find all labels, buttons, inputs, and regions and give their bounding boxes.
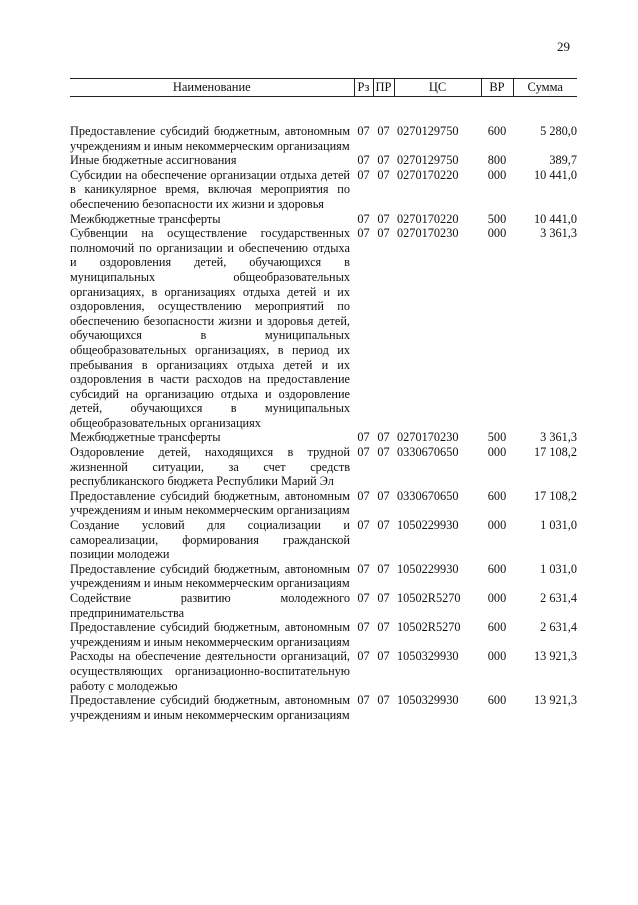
cell-vr: 600 xyxy=(487,620,507,635)
cell-pr: 07 xyxy=(377,124,390,138)
cell-vr: 000 xyxy=(487,649,507,664)
table-row xyxy=(70,153,577,168)
cell-rz: 07 xyxy=(357,620,370,635)
table-row xyxy=(70,693,577,722)
cell-cs: 10502R5270 xyxy=(397,620,461,635)
cell-vr: 000 xyxy=(487,226,507,241)
cell-sum: 3 361,3 xyxy=(540,430,577,445)
cell-cs: 1050329930 xyxy=(397,649,459,664)
cell-pr: 07 xyxy=(377,167,390,182)
cell-rz: 07 xyxy=(357,167,370,182)
cell-sum: 17 108,2 xyxy=(533,488,577,503)
cell-rz: 07 xyxy=(357,649,370,664)
cell-name: Оздоровление детей, находящихся в трудной жизненной ситуации, за счет средств республиканского бюджета Республики Марий Эл xyxy=(70,445,350,489)
cell-name: Создание условий для социализации и самореализации, формирования гражданской позиции молодежи xyxy=(70,518,350,562)
cell-vr: 000 xyxy=(487,591,507,605)
cell-vr: 000 xyxy=(487,167,507,182)
cell-cs: 0270129750 xyxy=(397,124,459,138)
budget-table xyxy=(70,78,577,722)
cell-vr: 500 xyxy=(487,211,507,226)
cell-cs: 0270170230 xyxy=(397,226,459,241)
cell-cs: 0270170220 xyxy=(397,211,459,226)
cell-sum: 2 631,4 xyxy=(540,591,577,605)
cell-cs: 0330670650 xyxy=(397,488,459,503)
header-pr: ПР xyxy=(373,79,394,97)
header-vr: ВР xyxy=(481,79,513,97)
table-row xyxy=(70,445,577,489)
cell-rz: 07 xyxy=(357,488,370,503)
cell-cs: 0330670650 xyxy=(397,445,459,460)
cell-cs: 1050229930 xyxy=(397,561,459,576)
table-row xyxy=(70,226,577,430)
cell-pr: 07 xyxy=(377,620,390,635)
cell-name: Субвенции на осуществление государственных полномочий по организации и обеспечению отдыха и оздоровления детей, обучающихся в муниципальных общеобразовательных организациях, в организациях отдыха детей и их оздоровления, осуществлению мероприятий по обеспечению безопасности жизни и здоровья детей, обучающихся в муниципальных общеобразовательных организациях, в период их пребывания в организациях отдыха детей и их оздоровления в части расходов на предоставление субсидий на организацию отдыха и оздоровление детей, обучающихся в муниципальных общеобразовательных организациях xyxy=(70,226,350,430)
cell-cs: 1050329930 xyxy=(397,693,459,708)
page-number: 29 xyxy=(557,39,570,54)
cell-name: Предоставление субсидий бюджетным, автономным учреждениям и иным некоммерческим организациям xyxy=(70,693,350,722)
cell-rz: 07 xyxy=(357,693,370,708)
cell-pr: 07 xyxy=(377,153,390,168)
cell-pr: 07 xyxy=(377,518,390,533)
cell-vr: 600 xyxy=(487,693,507,708)
cell-name: Предоставление субсидий бюджетным, автономным учреждениям и иным некоммерческим организациям xyxy=(70,124,350,153)
table-header xyxy=(70,79,577,97)
cell-name: Содействие развитию молодежного предпринимательства xyxy=(70,591,350,620)
cell-pr: 07 xyxy=(377,430,390,445)
cell-vr: 600 xyxy=(487,488,507,503)
cell-sum: 10 441,0 xyxy=(533,211,577,226)
cell-sum: 389,7 xyxy=(549,153,577,168)
cell-name: Предоставление субсидий бюджетным, автономным учреждениям и иным некоммерческим организациям xyxy=(70,488,350,518)
cell-vr: 800 xyxy=(487,153,507,168)
cell-pr: 07 xyxy=(377,649,390,664)
cell-name: Предоставление субсидий бюджетным, автономным учреждениям и иным некоммерческим организациям xyxy=(70,620,350,649)
table-row xyxy=(70,591,577,620)
header-rz: Рз xyxy=(354,79,373,97)
cell-name: Предоставление субсидий бюджетным, автономным учреждениям и иным некоммерческим организациям xyxy=(70,561,350,591)
table-row xyxy=(70,562,577,591)
cell-sum: 1 031,0 xyxy=(540,561,577,576)
cell-rz: 07 xyxy=(357,591,370,605)
cell-rz: 07 xyxy=(357,226,370,241)
cell-sum: 13 921,3 xyxy=(533,693,577,708)
cell-cs: 10502R5270 xyxy=(397,591,461,605)
table-row xyxy=(70,518,577,562)
cell-vr: 600 xyxy=(487,561,507,576)
cell-pr: 07 xyxy=(377,488,390,503)
cell-pr: 07 xyxy=(377,561,390,576)
cell-rz: 07 xyxy=(357,518,370,533)
cell-vr: 000 xyxy=(487,445,507,460)
cell-sum: 1 031,0 xyxy=(540,518,577,533)
table-row xyxy=(70,489,577,518)
cell-name: Иные бюджетные ассигнования xyxy=(70,153,237,168)
cell-cs: 0270170230 xyxy=(397,430,459,445)
cell-vr: 500 xyxy=(487,430,507,445)
cell-vr: 000 xyxy=(487,518,507,533)
table-body xyxy=(70,97,577,723)
cell-name: Межбюджетные трансферты xyxy=(70,211,221,226)
table-row xyxy=(70,168,577,212)
header-sum: Сумма xyxy=(513,79,577,97)
cell-pr: 07 xyxy=(377,591,390,605)
cell-pr: 07 xyxy=(377,693,390,708)
cell-rz: 07 xyxy=(357,124,370,138)
cell-name: Межбюджетные трансферты xyxy=(70,430,221,445)
cell-pr: 07 xyxy=(377,226,390,241)
cell-rz: 07 xyxy=(357,153,370,168)
table-row xyxy=(70,97,577,154)
cell-sum: 10 441,0 xyxy=(533,167,577,182)
cell-vr: 600 xyxy=(487,124,507,138)
table-row xyxy=(70,649,577,693)
cell-rz: 07 xyxy=(357,211,370,226)
cell-sum: 2 631,4 xyxy=(540,620,577,635)
cell-sum: 13 921,3 xyxy=(533,649,577,664)
cell-pr: 07 xyxy=(377,211,390,226)
cell-cs: 0270170220 xyxy=(397,167,459,182)
cell-sum: 3 361,3 xyxy=(540,226,577,241)
cell-cs: 0270129750 xyxy=(397,153,459,168)
table-row xyxy=(70,620,577,649)
cell-rz: 07 xyxy=(357,430,370,445)
table-row xyxy=(70,212,577,227)
cell-cs: 1050229930 xyxy=(397,518,459,533)
table-row xyxy=(70,430,577,445)
cell-name: Субсидии на обеспечение организации отдыха детей в каникулярное время, включая мероприятия по обеспечению безопасности их жизни и здоровья xyxy=(70,167,350,211)
cell-sum: 17 108,2 xyxy=(533,445,577,460)
header-name: Наименование xyxy=(70,79,354,97)
cell-pr: 07 xyxy=(377,445,390,460)
cell-sum: 5 280,0 xyxy=(540,124,577,138)
cell-rz: 07 xyxy=(357,561,370,576)
cell-name: Расходы на обеспечение деятельности организаций, осуществляющих организационно-воспитательную работу с молодежью xyxy=(70,649,350,693)
header-cs: ЦС xyxy=(394,79,481,97)
cell-rz: 07 xyxy=(357,445,370,460)
